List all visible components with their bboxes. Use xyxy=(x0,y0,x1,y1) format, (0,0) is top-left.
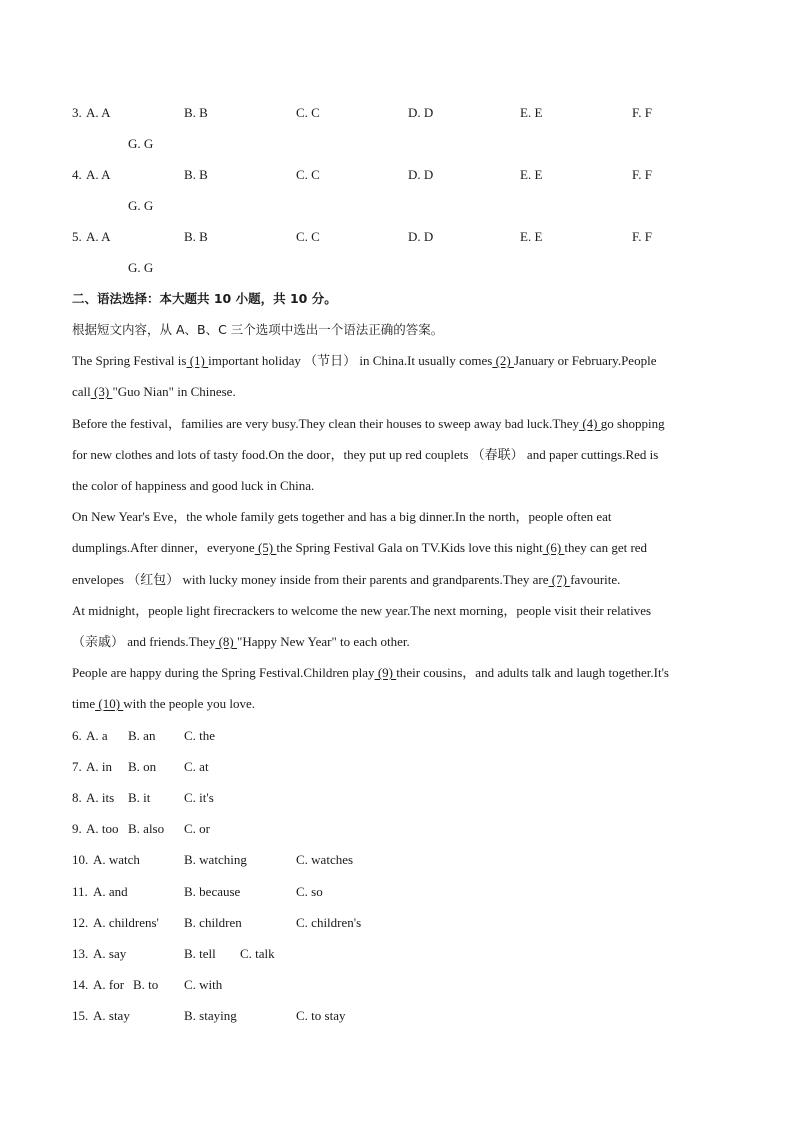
passage-text: "Guo Nian" in Chinese. xyxy=(112,384,236,399)
option-b: B. staying xyxy=(184,1008,237,1023)
option-c: C. it's xyxy=(184,790,214,805)
option-d: D. D xyxy=(408,229,434,244)
blank-10: (10) xyxy=(95,696,124,711)
question-number: 15. xyxy=(72,1008,89,1023)
question-number: 13. xyxy=(72,946,89,961)
question-9 xyxy=(72,821,732,837)
question-number: 11. xyxy=(72,884,88,899)
option-b: B. because xyxy=(184,884,241,899)
question-15 xyxy=(72,1008,732,1024)
option-a: A. childrens' xyxy=(93,915,159,930)
section-title: 二、语法选择：本大题共 10 小题，共 10 分。 xyxy=(72,291,337,306)
passage-text: "Happy New Year" to each other. xyxy=(237,634,410,649)
option-b: B. children xyxy=(184,915,242,930)
option-b: B. watching xyxy=(184,852,247,867)
passage-line xyxy=(72,665,669,681)
option-b: B. B xyxy=(184,167,208,182)
question-number: 8. xyxy=(72,790,82,805)
passage-text: The Spring Festival is xyxy=(72,353,187,368)
option-b: B. to xyxy=(133,977,159,992)
blank-3: (3) xyxy=(90,384,113,399)
option-g: G. G xyxy=(128,198,154,213)
passage-text: with the people you love. xyxy=(123,696,256,711)
passage-line: At midnight，people light firecrackers to welcome the new year.The next morning，people visit their relatives xyxy=(72,603,652,618)
option-g: G. G xyxy=(128,136,154,151)
blank-1: (1) xyxy=(186,353,209,368)
blank-6: (6) xyxy=(542,540,565,555)
question-number: 12. xyxy=(72,915,89,930)
passage-line xyxy=(72,572,620,588)
option-a: A. say xyxy=(93,946,127,961)
option-b: B. B xyxy=(184,105,208,120)
passage-text: they can get red xyxy=(564,540,648,555)
question-number: 4. xyxy=(72,167,82,182)
passage-text: their cousins，and adults talk and laugh together.It's xyxy=(396,665,669,680)
passage-text: dumplings.After dinner，everyone xyxy=(72,540,255,555)
passage-text: （亲戚） and friends.They xyxy=(72,634,216,649)
question-13 xyxy=(72,946,732,962)
blank-8: (8) xyxy=(215,634,238,649)
option-a: A. for xyxy=(93,977,125,992)
option-d: D. D xyxy=(408,105,434,120)
option-c: C. with xyxy=(184,977,223,992)
option-e: E. E xyxy=(520,105,543,120)
question-number: 3. xyxy=(72,105,82,120)
question-8 xyxy=(72,790,732,806)
passage-text: important holiday （节日） in China.It usually comes xyxy=(208,353,493,368)
option-b: B. tell xyxy=(184,946,216,961)
option-f: F. F xyxy=(632,229,652,244)
question-10 xyxy=(72,852,732,868)
option-c: C. the xyxy=(184,728,216,743)
option-b: B. an xyxy=(128,728,156,743)
option-c: C. at xyxy=(184,759,209,774)
option-a: A. A xyxy=(86,167,111,182)
option-g: G. G xyxy=(128,260,154,275)
question-number: 14. xyxy=(72,977,89,992)
option-a: A. in xyxy=(86,759,112,774)
passage-text: envelopes （红包） with lucky money inside from their parents and grandparents.They are xyxy=(72,572,549,587)
blank-7: (7) xyxy=(548,572,571,587)
passage-line: On New Year's Eve，the whole family gets together and has a big dinner.In the north，people often eat xyxy=(72,509,612,524)
question-11 xyxy=(72,884,732,900)
option-c: C. C xyxy=(296,167,320,182)
option-a: A. a xyxy=(86,728,108,743)
blank-5: (5) xyxy=(254,540,277,555)
option-a: A. and xyxy=(93,884,128,899)
passage-line xyxy=(72,353,656,369)
option-b: B. also xyxy=(128,821,165,836)
question-7 xyxy=(72,759,732,775)
option-e: E. E xyxy=(520,167,543,182)
passage-text: People are happy during the Spring Festival.Children play xyxy=(72,665,375,680)
question-number: 10. xyxy=(72,852,89,867)
option-e: E. E xyxy=(520,229,543,244)
question-number: 6. xyxy=(72,728,82,743)
option-b: B. on xyxy=(128,759,157,774)
passage-line xyxy=(72,634,410,650)
option-d: D. D xyxy=(408,167,434,182)
passage-text: call xyxy=(72,384,91,399)
option-b: B. B xyxy=(184,229,208,244)
passage-text: go shopping xyxy=(600,416,665,431)
passage-text: favourite. xyxy=(570,572,621,587)
option-c: C. to stay xyxy=(296,1008,346,1023)
passage-line xyxy=(72,696,255,712)
passage-text: Before the festival，families are very busy.They clean their houses to sweep away bad luck.They xyxy=(72,416,580,431)
blank-4: (4) xyxy=(579,416,601,431)
passage-line xyxy=(72,416,665,432)
option-c: C. so xyxy=(296,884,323,899)
option-c: C. C xyxy=(296,229,320,244)
question-6 xyxy=(72,728,732,744)
question-number: 5. xyxy=(72,229,82,244)
option-a: A. A xyxy=(86,105,111,120)
option-f: F. F xyxy=(632,105,652,120)
question-number: 7. xyxy=(72,759,82,774)
question-14 xyxy=(72,977,732,993)
blank-2: (2) xyxy=(492,353,514,368)
option-b: B. it xyxy=(128,790,151,805)
option-c: C. children's xyxy=(296,915,362,930)
option-a: A. its xyxy=(86,790,115,805)
passage-text: time xyxy=(72,696,96,711)
option-c: C. C xyxy=(296,105,320,120)
option-a: A. A xyxy=(86,229,111,244)
passage-text: January or February.People xyxy=(513,353,657,368)
option-c: C. or xyxy=(184,821,210,836)
passage-line: for new clothes and lots of tasty food.On the door，they put up red couplets （春联） and paper cuttings.Red is xyxy=(72,447,659,462)
blank-9: (9) xyxy=(374,665,397,680)
passage-line xyxy=(72,384,236,400)
option-c: C. talk xyxy=(240,946,275,961)
option-c: C. watches xyxy=(296,852,354,867)
option-a: A. watch xyxy=(93,852,140,867)
option-a: A. stay xyxy=(93,1008,130,1023)
section-instruction: 根据短文内容，从 A、B、C 三个选项中选出一个语法正确的答案。 xyxy=(72,322,444,337)
passage-text: the Spring Festival Gala on TV.Kids love this night xyxy=(276,540,543,555)
option-a: A. too xyxy=(86,821,119,836)
option-f: F. F xyxy=(632,167,652,182)
question-number: 9. xyxy=(72,821,82,836)
question-12 xyxy=(72,915,732,931)
passage-line xyxy=(72,540,647,556)
passage-line: the color of happiness and good luck in China. xyxy=(72,478,315,493)
